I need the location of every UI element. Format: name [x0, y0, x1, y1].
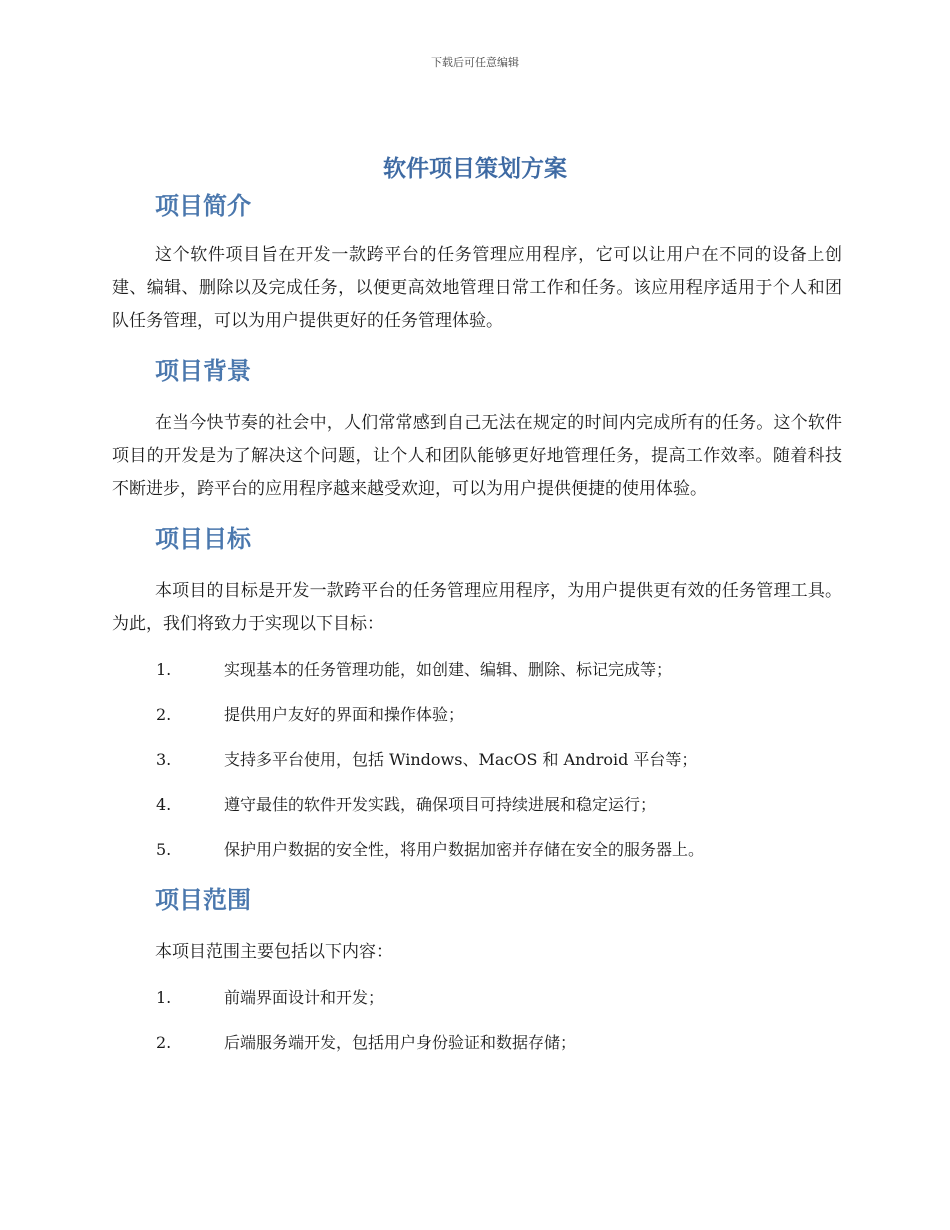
list-item — [112, 782, 842, 827]
list-item — [112, 827, 842, 872]
page-header-note: 下载后可任意编辑 — [431, 56, 519, 69]
list-item-text: 支持多平台使用，包括 Windows、MacOS 和 Android 平台等； — [224, 750, 698, 769]
section-intro — [112, 188, 842, 338]
background-paragraph: 在当今快节奏的社会中，人们常常感到自己无法在规定的时间内完成所有的任务。这个软件项目的开发是为了解决这个问题，让个人和团队能够更好地管理任务，提高工作效率。随着科技不断进步，跨平台的应用程序越来越受欢迎，可以为用户提供便捷的使用体验。 — [112, 413, 842, 499]
list-item-number: 2. — [156, 705, 172, 724]
list-item — [112, 737, 842, 782]
section-goals — [112, 521, 842, 872]
document-body — [112, 188, 842, 1065]
goals-list — [112, 647, 842, 872]
scope-paragraph: 本项目范围主要包括以下内容： — [155, 942, 393, 962]
document-title: 软件项目策划方案 — [383, 156, 567, 182]
list-item-text: 遵守最佳的软件开发实践，确保项目可持续进展和稳定运行； — [224, 795, 657, 814]
list-item — [112, 692, 842, 737]
list-item-number: 2. — [156, 1033, 172, 1052]
section-heading-intro: 项目简介 — [155, 192, 251, 220]
list-item-number: 3. — [156, 750, 172, 769]
list-item — [112, 1020, 842, 1065]
scope-list — [112, 975, 842, 1065]
list-item-text: 前端界面设计和开发； — [224, 988, 385, 1007]
section-heading-scope: 项目范围 — [155, 886, 251, 914]
list-item-text: 后端服务端开发，包括用户身份验证和数据存储； — [224, 1033, 577, 1052]
list-item-number: 4. — [156, 795, 172, 814]
list-item-number: 5. — [156, 840, 172, 859]
section-heading-goals: 项目目标 — [155, 525, 251, 553]
list-item-number: 1. — [156, 660, 172, 679]
section-background — [112, 353, 842, 506]
list-item — [112, 975, 842, 1020]
list-item — [112, 647, 842, 692]
intro-paragraph: 这个软件项目旨在开发一款跨平台的任务管理应用程序，它可以让用户在不同的设备上创建、编辑、删除以及完成任务，以便更高效地管理日常工作和任务。该应用程序适用于个人和团队任务管理，可以为用户提供更好的任务管理体验。 — [112, 245, 842, 331]
section-scope — [112, 882, 842, 1065]
list-item-text: 提供用户友好的界面和操作体验； — [224, 705, 465, 724]
goals-paragraph: 本项目的目标是开发一款跨平台的任务管理应用程序，为用户提供更有效的任务管理工具。为此，我们将致力于实现以下目标： — [112, 581, 842, 634]
section-heading-background: 项目背景 — [155, 357, 251, 385]
list-item-text: 保护用户数据的安全性，将用户数据加密并存储在安全的服务器上。 — [224, 840, 705, 859]
list-item-number: 1. — [156, 988, 172, 1007]
list-item-text: 实现基本的任务管理功能，如创建、编辑、删除、标记完成等； — [224, 660, 673, 679]
